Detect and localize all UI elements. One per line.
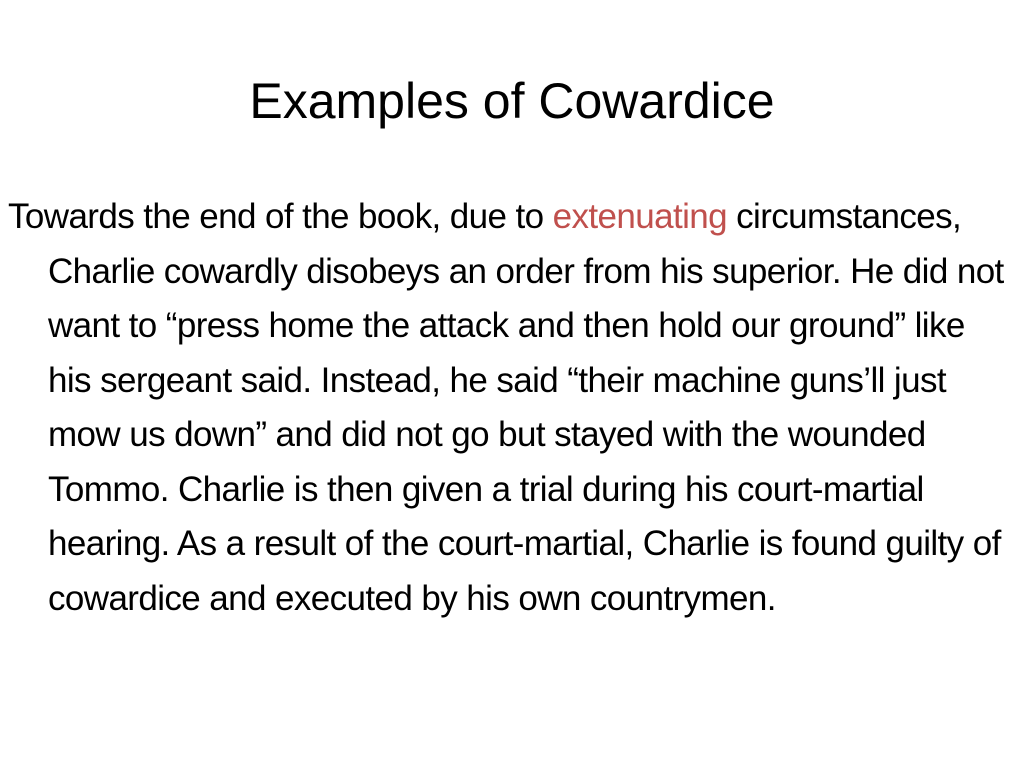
body-text-rest: circumstances, Charlie cowardly disobeys an order from his superior. He did not want to “press home the attack and then hold our ground” like his sergeant said. Instead, he said “their machine guns’ll just mow us down” and did not go but stayed with the wounded Tommo. Charlie is then given a trial during his court-martial hearing. As a result of the court-martial, Charlie is found guilty of cowardice and executed by his own countrymen. [48,197,1004,618]
highlighted-word: extenuating [552,197,728,236]
slide-title: Examples of Cowardice [249,73,775,129]
slide-body [8,190,1013,626]
body-text-start: Towards the end of the book, due to [8,197,553,236]
